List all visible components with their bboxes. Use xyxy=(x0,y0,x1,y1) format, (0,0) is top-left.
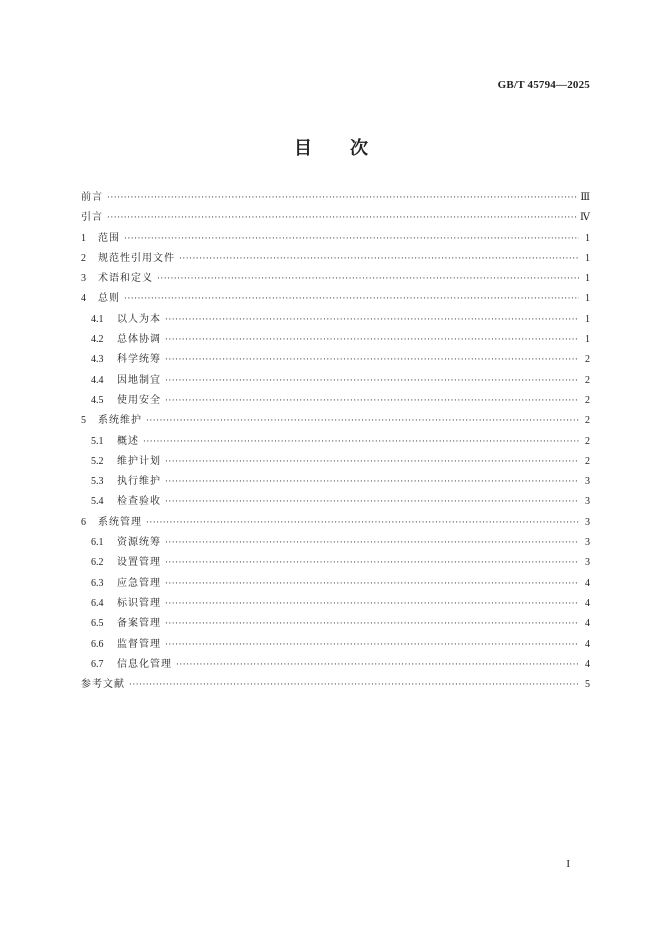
toc-entry-number: 4.4 xyxy=(91,374,104,386)
toc-entry-page: 1 xyxy=(585,334,590,346)
toc-entry-title: 规范性引用文件 xyxy=(98,252,175,264)
toc-entry[interactable] xyxy=(81,310,590,330)
toc-entry-title: 参考文献 xyxy=(81,679,125,691)
toc-entry-page: 4 xyxy=(585,638,590,650)
toc-entry[interactable] xyxy=(81,350,590,370)
dot-leader xyxy=(165,640,579,650)
toc-entry-number: 5.4 xyxy=(91,496,104,508)
toc-entry[interactable] xyxy=(81,269,590,289)
toc-entry[interactable] xyxy=(81,594,590,614)
toc-entry[interactable] xyxy=(81,188,590,208)
toc-entry[interactable] xyxy=(81,371,590,391)
dot-leader xyxy=(107,193,577,203)
toc-entry-page: 4 xyxy=(585,577,590,589)
toc-entry[interactable] xyxy=(81,452,590,472)
dot-leader xyxy=(165,396,579,406)
dot-leader xyxy=(179,254,579,264)
dot-leader xyxy=(124,234,579,244)
toc-entry-page: 4 xyxy=(585,658,590,670)
toc-entry-page: 2 xyxy=(585,354,590,366)
toc-entry-number: 4.1 xyxy=(91,313,104,325)
toc-entry-number: 6.1 xyxy=(91,537,104,549)
toc-entry-page: 2 xyxy=(585,394,590,406)
toc-entry-title: 监督管理 xyxy=(117,638,161,650)
dot-leader xyxy=(176,660,579,670)
toc-entry-page: 3 xyxy=(585,516,590,528)
toc-entry[interactable] xyxy=(81,249,590,269)
toc-entry-number: 3 xyxy=(81,273,86,285)
toc-entry[interactable] xyxy=(81,208,590,228)
toc-entry-page: 3 xyxy=(585,496,590,508)
dot-leader xyxy=(165,558,579,568)
toc-entry-number: 5 xyxy=(81,415,86,427)
toc-entry-page: 4 xyxy=(585,597,590,609)
standard-code: GB/T 45794—2025 xyxy=(497,79,590,91)
toc-entry-number: 5.1 xyxy=(91,435,104,447)
toc-entry-page: 1 xyxy=(585,252,590,264)
dot-leader xyxy=(157,274,579,284)
toc-entry-title: 总体协调 xyxy=(117,334,161,346)
toc-entry-title: 系统管理 xyxy=(98,516,142,528)
dot-leader xyxy=(129,680,579,690)
dot-leader xyxy=(146,518,579,528)
toc-entry[interactable] xyxy=(81,655,590,675)
toc-entry-title: 检查验收 xyxy=(117,496,161,508)
dot-leader xyxy=(165,355,579,365)
toc-entry-title: 因地制宜 xyxy=(117,374,161,386)
toc-entry-title: 系统维护 xyxy=(98,415,142,427)
toc-entry-number: 4 xyxy=(81,293,86,305)
toc-entry-title: 应急管理 xyxy=(117,577,161,589)
toc-entry-page: 1 xyxy=(585,273,590,285)
dot-leader xyxy=(165,315,579,325)
toc-entry-number: 2 xyxy=(81,252,86,264)
toc-entry-title: 资源统筹 xyxy=(117,537,161,549)
toc-entry-page: 1 xyxy=(585,293,590,305)
toc-entry-page: 4 xyxy=(585,618,590,630)
toc-entry-title: 执行维护 xyxy=(117,476,161,488)
dot-leader xyxy=(165,376,579,386)
toc-entry-title: 科学统筹 xyxy=(117,354,161,366)
toc-entry-page: Ⅲ xyxy=(580,192,590,203)
toc-entry[interactable] xyxy=(81,574,590,594)
toc-entry-number: 6.3 xyxy=(91,577,104,589)
toc-entry-page: 5 xyxy=(585,679,590,691)
toc-entry-page: 2 xyxy=(585,374,590,386)
toc-entry-page: 3 xyxy=(585,557,590,569)
toc-entry[interactable] xyxy=(81,675,590,695)
toc-entry[interactable] xyxy=(81,432,590,452)
toc-entry-title: 以人为本 xyxy=(117,313,161,325)
toc-entry-title: 范围 xyxy=(98,232,120,244)
toc-entry[interactable] xyxy=(81,513,590,533)
toc-entry[interactable] xyxy=(81,614,590,634)
toc-entry[interactable] xyxy=(81,635,590,655)
toc-entry[interactable] xyxy=(81,229,590,249)
dot-leader xyxy=(165,335,579,345)
toc-entry-number: 1 xyxy=(81,232,86,244)
toc-entry-page: 1 xyxy=(585,313,590,325)
dot-leader xyxy=(165,619,579,629)
dot-leader xyxy=(165,497,579,507)
toc-entry-number: 5.2 xyxy=(91,455,104,467)
toc-entry-title: 总则 xyxy=(98,293,120,305)
toc-entry-page: 1 xyxy=(585,232,590,244)
toc-entry-number: 6.5 xyxy=(91,618,104,630)
toc-entry[interactable] xyxy=(81,533,590,553)
toc-entry-title: 概述 xyxy=(117,435,139,447)
page-number: I xyxy=(566,858,570,870)
toc-entry-page: 2 xyxy=(585,415,590,427)
dot-leader xyxy=(165,477,579,487)
toc-entry-page: 3 xyxy=(585,476,590,488)
toc-entry-number: 6 xyxy=(81,516,86,528)
toc-entry[interactable] xyxy=(81,330,590,350)
toc-entry-number: 4.5 xyxy=(91,394,104,406)
toc-entry-page: 2 xyxy=(585,455,590,467)
toc-entry-title: 前言 xyxy=(81,192,103,203)
toc-entry-page: 2 xyxy=(585,435,590,447)
toc-entry-number: 6.7 xyxy=(91,658,104,670)
toc-entry[interactable] xyxy=(81,492,590,512)
toc-entry-page: 3 xyxy=(585,537,590,549)
toc-entry-title: 使用安全 xyxy=(117,394,161,406)
toc-entry-number: 6.2 xyxy=(91,557,104,569)
toc-entry[interactable] xyxy=(81,411,590,431)
toc-entry-title: 设置管理 xyxy=(117,557,161,569)
page-title: 目次 xyxy=(294,138,406,159)
dot-leader xyxy=(107,213,577,223)
toc-entry[interactable] xyxy=(81,472,590,492)
toc-entry-number: 6.6 xyxy=(91,638,104,650)
toc-entry-title: 信息化管理 xyxy=(117,658,172,670)
toc-entry[interactable] xyxy=(81,289,590,309)
toc-entry-number: 4.2 xyxy=(91,334,104,346)
dot-leader xyxy=(165,579,579,589)
toc-entry-page: Ⅳ xyxy=(580,212,590,224)
dot-leader xyxy=(165,599,579,609)
toc-entry[interactable] xyxy=(81,391,590,411)
dot-leader xyxy=(146,416,579,426)
table-of-contents xyxy=(81,188,590,695)
toc-entry-number: 6.4 xyxy=(91,597,104,609)
dot-leader xyxy=(165,457,579,467)
toc-entry-title: 术语和定义 xyxy=(98,273,153,285)
toc-entry-title: 备案管理 xyxy=(117,618,161,630)
dot-leader xyxy=(143,437,579,447)
toc-entry[interactable] xyxy=(81,553,590,573)
dot-leader xyxy=(124,294,579,304)
dot-leader xyxy=(165,538,579,548)
toc-entry-title: 引言 xyxy=(81,212,103,224)
toc-entry-number: 5.3 xyxy=(91,476,104,488)
toc-entry-title: 标识管理 xyxy=(117,597,161,609)
toc-entry-number: 4.3 xyxy=(91,354,104,366)
toc-entry-title: 维护计划 xyxy=(117,455,161,467)
